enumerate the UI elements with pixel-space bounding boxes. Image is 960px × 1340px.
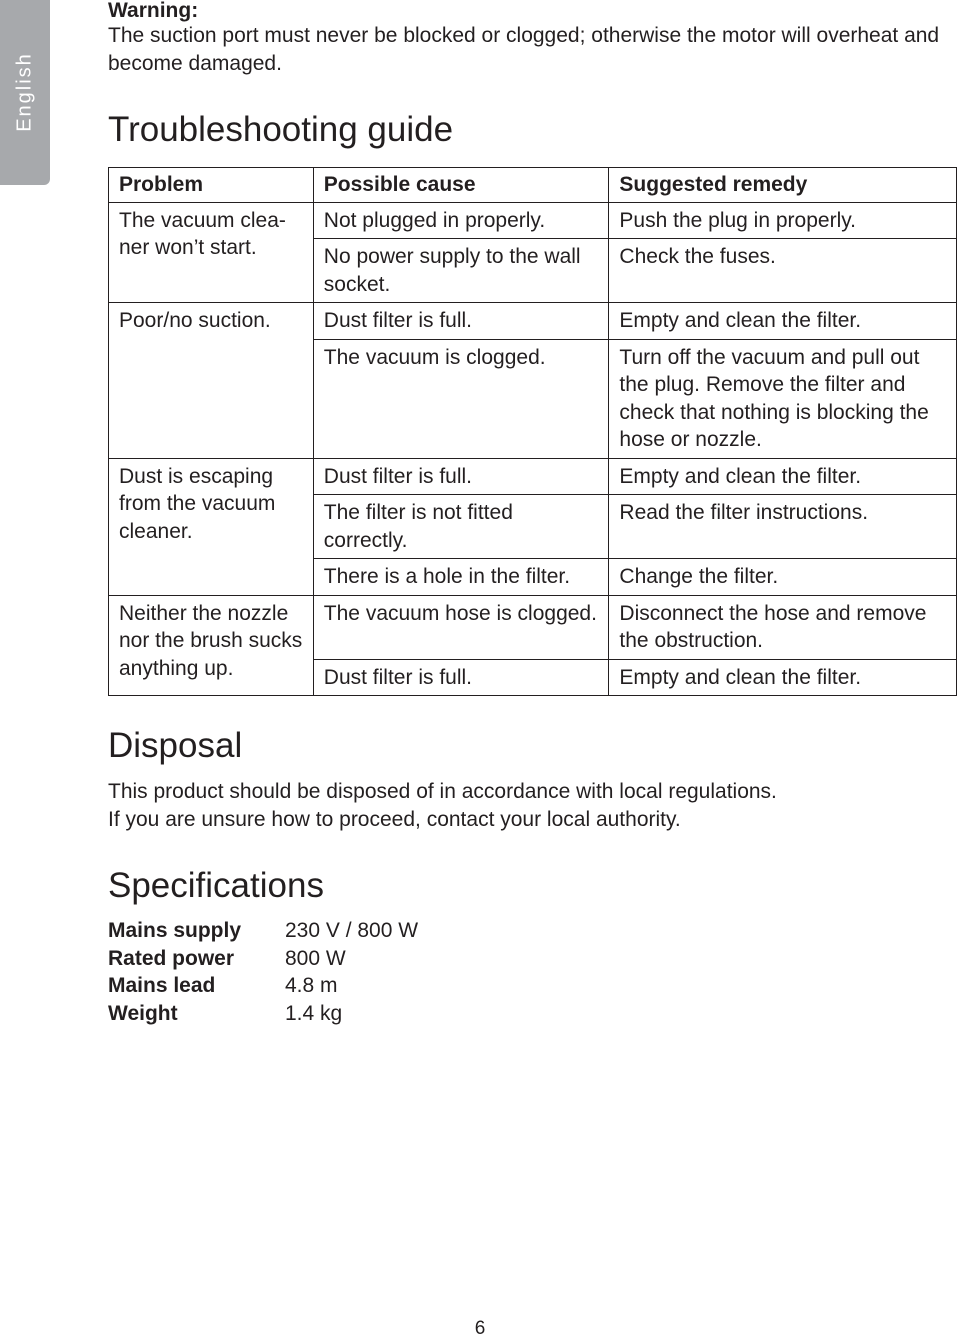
cause-cell: The vacuum hose is clogged. (313, 595, 609, 659)
spec-value: 800 W (285, 946, 346, 970)
remedy-cell: Disconnect the hose and remove the obstruction. (609, 595, 957, 659)
cause-cell: Dust filter is full. (313, 458, 609, 495)
specifications-title: Specifications (108, 866, 324, 905)
spec-value: 1.4 kg (285, 1001, 343, 1025)
troubleshooting-title: Troubleshooting guide (108, 110, 454, 149)
cause-cell: Dust filter is full. (313, 303, 609, 340)
cause-cell: The vacuum is clogged. (313, 339, 609, 458)
disposal-text (108, 778, 777, 833)
disposal-line: If you are unsure how to proceed, contact your local authority. (108, 807, 681, 831)
cause-cell: Not plugged in properly. (313, 202, 609, 239)
language-tab (0, 0, 50, 185)
disposal-line: This product should be disposed of in accordance with local regulations. (108, 780, 777, 803)
remedy-cell: Empty and clean the filter. (609, 458, 957, 495)
warning-text: The suction port must never be blocked or clogged; otherwise the motor will overheat and become damaged. (108, 24, 940, 75)
spec-row (108, 917, 418, 945)
remedy-cell: Read the filter instructions. (609, 495, 957, 559)
spec-row (108, 1000, 418, 1028)
cause-cell: There is a hole in the filter. (313, 559, 609, 596)
table-row (109, 303, 957, 340)
header-cause: Possible cause (313, 168, 609, 203)
specifications-list (108, 917, 418, 1027)
remedy-cell: Empty and clean the filter. (609, 303, 957, 340)
table-row (109, 458, 957, 495)
warning-title: Warning: (108, 0, 199, 22)
cause-cell: No power supply to the wall socket. (313, 239, 609, 303)
header-problem: Problem (109, 168, 314, 203)
spec-label: Weight (108, 1001, 178, 1025)
spec-label: Rated power (108, 946, 235, 970)
cause-cell: The filter is not fitted correctly. (313, 495, 609, 559)
header-remedy: Suggested remedy (609, 168, 957, 203)
problem-cell: Neither the nozzle nor the brush sucks anything up. (109, 595, 314, 696)
table-row (109, 595, 957, 659)
problem-cell: The vacuum clea-ner won’t start. (109, 202, 314, 303)
table-row (109, 202, 957, 239)
troubleshooting-table (108, 167, 957, 696)
page-number: 6 (474, 1318, 486, 1339)
remedy-cell: Change the filter. (609, 559, 957, 596)
problem-cell: Dust is escaping from the vacuum cleaner. (109, 458, 314, 595)
spec-row (108, 945, 418, 973)
spec-value: 4.8 m (285, 974, 338, 997)
remedy-cell: Push the plug in properly. (609, 202, 957, 239)
disposal-title: Disposal (108, 726, 243, 765)
language-tab-label: English (13, 52, 36, 132)
spec-label: Mains lead (108, 974, 216, 997)
problem-cell: Poor/no suction. (109, 303, 314, 459)
remedy-cell: Empty and clean the filter. (609, 659, 957, 696)
cause-cell: Dust filter is full. (313, 659, 609, 696)
spec-value: 230 V / 800 W (285, 919, 419, 942)
spec-label: Mains supply (108, 919, 242, 942)
table-header-row (109, 168, 957, 203)
remedy-cell: Check the fuses. (609, 239, 957, 303)
remedy-cell: Turn off the vacuum and pull out the plug. Remove the filter and check that nothing is blocking the hose or nozzle. (609, 339, 957, 458)
spec-row (108, 972, 418, 1000)
